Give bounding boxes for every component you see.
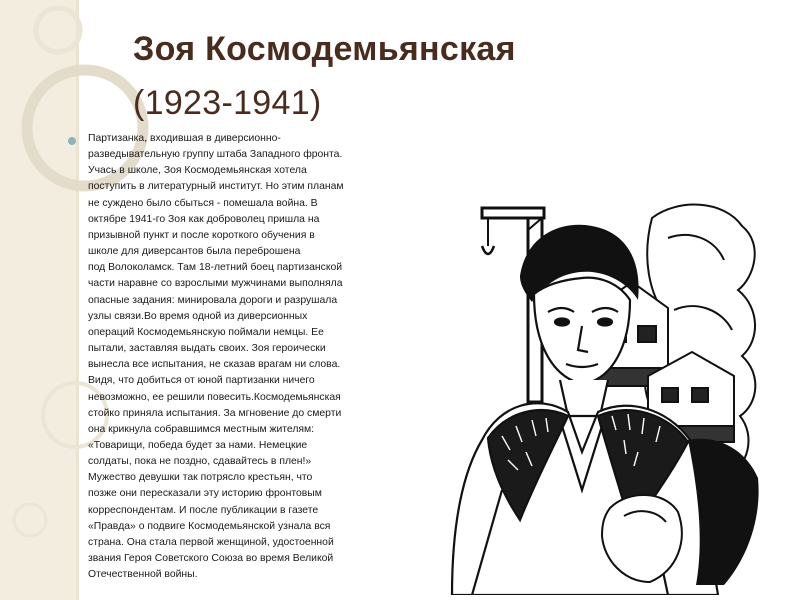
text-line: страна. Она стала первой женщиной, удостоенной bbox=[88, 536, 334, 548]
text-line: Мужество девушки так потрясло крестьян, что bbox=[88, 472, 313, 484]
text-line: Отечественной войны. bbox=[88, 569, 198, 581]
portrait-illustration bbox=[442, 190, 766, 595]
text-line: невозможно, ее решили повесить.Космодемьянская bbox=[88, 391, 341, 403]
text-line: Партизанка, входившая в диверсионно- bbox=[88, 133, 281, 144]
text-line: призывной пункт и после короткого обучения в bbox=[88, 229, 315, 241]
title-years: (1923-1941) bbox=[133, 84, 322, 122]
text-line: позже они пересказали эту историю фронтовым bbox=[88, 488, 322, 500]
text-line: опасные задания: минировала дороги и разрушала bbox=[88, 294, 338, 306]
text-line: узлы связи.Во время одной из диверсионных bbox=[88, 310, 308, 322]
page-title bbox=[133, 22, 733, 130]
text-line: пытали, заставляя выдать своих. Зоя героически bbox=[88, 343, 326, 355]
title-name: Зоя Космодемьянская bbox=[133, 30, 516, 68]
text-line: «Правда» о подвиге Космодемьянской узнала вся bbox=[88, 520, 331, 532]
biography-text bbox=[88, 131, 393, 583]
text-line: октябре 1941-го Зоя как доброволец пришла на bbox=[88, 213, 320, 225]
text-line: солдаты, пока не поздно, сдавайтесь в плен!» bbox=[88, 456, 312, 468]
text-line: части наравне со взрослыми мужчинами выполняла bbox=[88, 278, 343, 290]
text-line: под Волоколамск. Там 18-летний боец партизанской bbox=[88, 262, 343, 274]
text-line: Учась в школе, Зоя Космодемьянская хотела bbox=[88, 165, 307, 177]
text-line: звания Героя Советского Союза во время Великой bbox=[88, 553, 334, 565]
text-line: операций Космодемьянскую поймали немцы. Ее bbox=[88, 326, 324, 338]
text-line: «Товарищи, победа будет за нами. Немецкие bbox=[88, 439, 308, 451]
text-line: она крикнула собравшимся местным жителям: bbox=[88, 423, 315, 435]
text-line: разведывательную группу штаба Западного фронта. bbox=[88, 149, 343, 161]
text-line: стойко приняла испытания. За мгновение до смерти bbox=[88, 407, 342, 419]
text-line: вынесла все испытания, не сказав врагам ни слова. bbox=[88, 359, 341, 371]
text-line: не суждено было сбыться - помешала война. В bbox=[88, 197, 318, 209]
text-line: школе для диверсантов была переброшена bbox=[88, 246, 301, 258]
bullet-dot bbox=[68, 137, 76, 145]
text-line: Видя, что добиться от юной партизанки ничего bbox=[88, 375, 315, 387]
text-line: поступить в литературный институт. Но этим планам bbox=[88, 181, 344, 193]
text-line: корреспондентам. И после публикации в газете bbox=[88, 504, 319, 516]
